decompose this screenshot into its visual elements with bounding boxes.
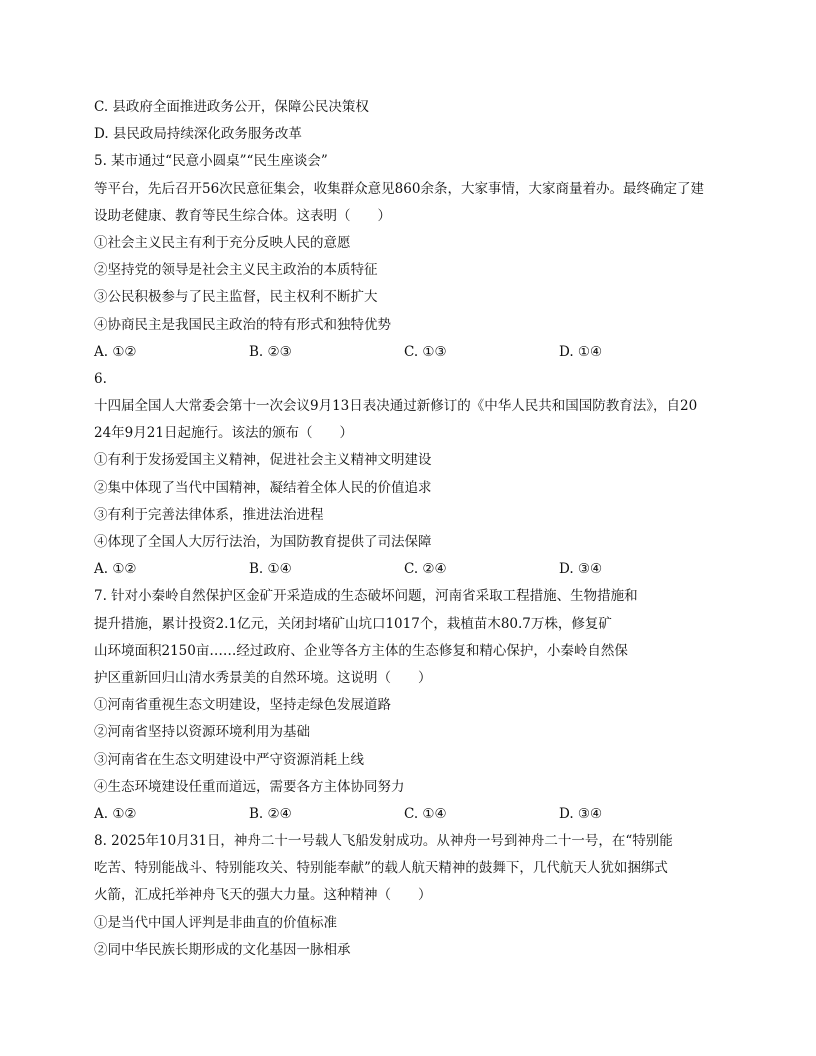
question-stem-line: 吃苦、特别能战斗、特别能攻关、特别能奉献”的载人航天精神的鼓舞下，几代航天人犹如捆绑式 xyxy=(94,860,668,877)
page-content xyxy=(94,94,734,964)
statement-item: ③公民积极参与了民主监督，民主权利不断扩大 xyxy=(94,289,378,306)
question-stem-line: 提升措施，累计投资2.1亿元，关闭封堵矿山坑口1017个，栽植苗木80.7万株，修复矿 xyxy=(94,615,612,632)
question-stem-line: 设助老健康、教育等民生综合体。这表明（ ） xyxy=(94,207,391,224)
statement-item: ①是当代中国人评判是非曲直的价值标准 xyxy=(94,914,337,931)
question-stem-line: 24年9月21日起施行。该法的颁布（ ） xyxy=(94,425,353,442)
statement-item: ④协商民主是我国民主政治的特有形式和独特优势 xyxy=(94,316,391,333)
question-8 xyxy=(94,828,734,964)
answer-options xyxy=(94,801,734,828)
statement-item: ④体现了全国人大厉行法治，为国防教育提供了司法保障 xyxy=(94,534,432,550)
answer-options xyxy=(94,339,734,366)
statement-item: ③有利于完善法律体系，推进法治进程 xyxy=(94,506,324,523)
statement-item: ④生态环境建设任重而道远，需要各方主体协同努力 xyxy=(94,778,405,795)
question-stem-line: 8. 2025年10月31日，神舟二十一号载人飞船发射成功。从神舟一号到神舟二十一号，在“特别能 xyxy=(94,833,673,850)
question-6 xyxy=(94,366,734,584)
question-stem-line: 7. 针对小秦岭自然保护区金矿开采造成的生态破坏问题，河南省采取工程措施、生物措施和 xyxy=(94,588,638,605)
answer-option-a: A. ①② xyxy=(94,561,137,578)
option-line: C. 县政府全面推进政务公开，保障公民决策权 xyxy=(94,99,369,115)
question-stem-line: 火箭，汇成托举神舟飞天的强大力量。这种精神（ ） xyxy=(94,887,432,904)
statement-item: ①社会主义民主有利于充分反映人民的意愿 xyxy=(94,234,351,251)
answer-option-a: A. ①② xyxy=(94,343,137,360)
answer-option-b: B. ②③ xyxy=(249,343,292,360)
answer-options xyxy=(94,556,734,583)
question-stem-line: 等平台，先后召开56次民意征集会，收集群众意见860余条，大家事情，大家商量着办。最终确定了建 xyxy=(94,180,704,197)
answer-option-b: B. ①④ xyxy=(249,561,292,578)
statement-item: ②坚持党的领导是社会主义民主政治的本质特征 xyxy=(94,262,378,279)
answer-option-c: C. ①④ xyxy=(404,805,447,822)
statement-item: ②河南省坚持以资源环境利用为基础 xyxy=(94,724,310,741)
answer-option-d: D. ①④ xyxy=(559,343,603,360)
answer-option-b: B. ②④ xyxy=(249,805,292,822)
question-stem-line: 5. 某市通过“民意小圆桌”“民生座谈会” xyxy=(94,153,328,170)
statement-item: ③河南省在生态文明建设中严守资源消耗上线 xyxy=(94,751,364,768)
answer-option-d: D. ③④ xyxy=(559,561,603,578)
option-line: D. 县民政局持续深化政务服务改革 xyxy=(94,126,302,143)
statement-item: ②集中体现了当代中国精神，凝结着全体人民的价值追求 xyxy=(94,479,432,496)
question-stem-line: 十四届全国人大常委会第十一次会议9月13日表决通过新修订的《中华人民共和国国防教育法》，自20 xyxy=(94,398,698,415)
question-number: 6. xyxy=(94,370,107,387)
answer-option-a: A. ①② xyxy=(94,805,137,822)
answer-option-c: C. ②④ xyxy=(404,561,447,578)
answer-option-c: C. ①③ xyxy=(404,343,447,360)
question-7 xyxy=(94,583,734,828)
question-stem-line: 山环境面积2150亩……经过政府、企业等各方主体的生态修复和精心保护，小秦岭自然保 xyxy=(94,642,628,659)
question-5 xyxy=(94,148,734,366)
statement-item: ②同中华民族长期形成的文化基因一脉相承 xyxy=(94,941,351,958)
answer-option-d: D. ③④ xyxy=(559,805,603,822)
question-stem-line: 护区重新回归山清水秀景美的自然环境。这说明（ ） xyxy=(94,669,432,686)
statement-item: ①河南省重视生态文明建设，坚持走绿色发展道路 xyxy=(94,697,391,714)
statement-item: ①有利于发扬爱国主义精神，促进社会主义精神文明建设 xyxy=(94,452,432,469)
